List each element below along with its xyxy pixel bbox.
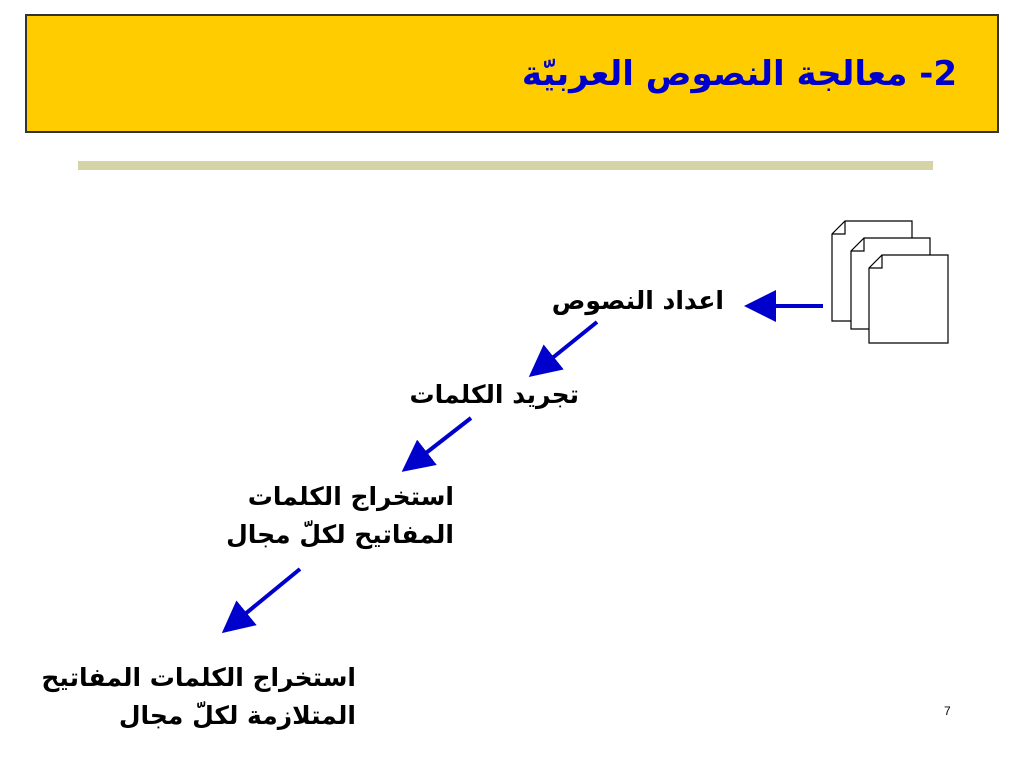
page-number: 7 bbox=[944, 704, 951, 718]
flow-step-line: المتلازمة لكلّ مجال bbox=[118, 701, 356, 730]
slide-title: 2- معالجة النصوص العربيّة bbox=[521, 54, 957, 94]
title-banner bbox=[25, 14, 999, 133]
flow-step-extract-cooccurring-keywords bbox=[41, 659, 356, 735]
arrow-step1-to-step2 bbox=[535, 322, 597, 372]
flow-step-line: استخراج الكلمات المفاتيح bbox=[41, 663, 356, 692]
arrow-step2-to-step3 bbox=[408, 418, 471, 467]
flow-step-line: تجريد الكلمات bbox=[409, 380, 579, 409]
flow-step-word-stemming bbox=[410, 376, 579, 414]
flow-step-prepare-texts bbox=[552, 282, 724, 320]
flow-step-line: المفاتيح لكلّ مجال bbox=[226, 520, 454, 549]
arrow-step3-to-step4 bbox=[228, 569, 300, 628]
documents-stack-icon bbox=[832, 221, 948, 343]
flow-step-line: استخراج الكلمات bbox=[247, 482, 454, 511]
flow-step-extract-keywords bbox=[226, 478, 454, 554]
title-divider bbox=[78, 161, 933, 170]
flow-step-line: اعداد النصوص bbox=[551, 286, 724, 315]
